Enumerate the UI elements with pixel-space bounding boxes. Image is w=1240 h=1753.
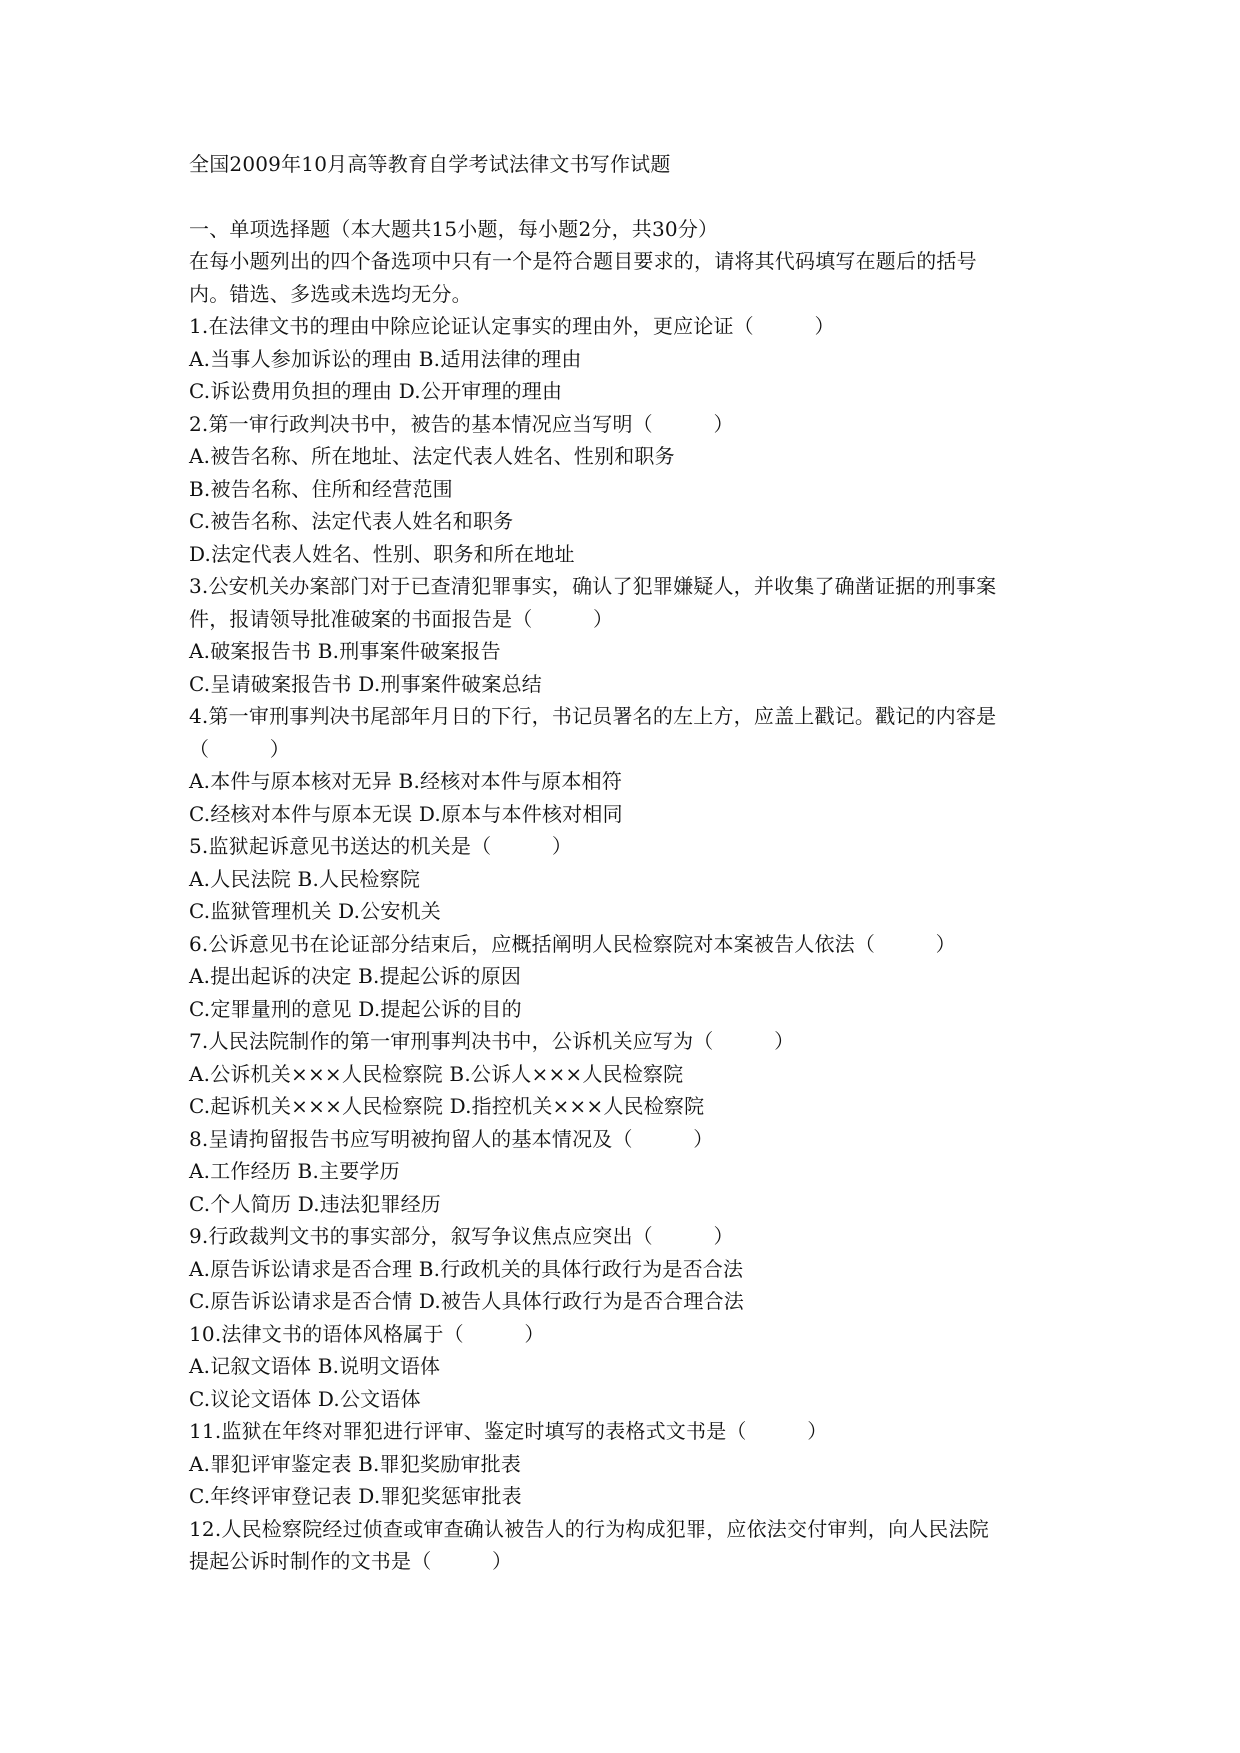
question-3-options-cd: C.呈请破案报告书 D.刑事案件破案总结 (189, 671, 542, 696)
section-heading: 一、单项选择题（本大题共15小题，每小题2分，共30分） (189, 216, 719, 241)
question-7: 7.人民法院制作的第一审刑事判决书中，公诉机关应写为（ ） (189, 1029, 795, 1053)
question-9-options-cd: C.原告诉讼请求是否合情 D.被告人具体行政行为是否合理合法 (189, 1289, 744, 1313)
question-11: 11.监狱在年终对罪犯进行评审、鉴定时填写的表格式文书是（ ） (189, 1419, 828, 1443)
question-12-line-2: 提起公诉时制作的文书是（ ） (189, 1549, 513, 1573)
question-5: 5.监狱起诉意见书送达的机关是（ ） (189, 834, 573, 858)
question-6-options-ab: A.提出起诉的决定 B.提起公诉的原因 (189, 964, 522, 988)
question-12-line-1: 12.人民检察院经过侦查或审查确认被告人的行为构成犯罪，应依法交付审判，向人民法院 (189, 1516, 990, 1541)
section-instruction-line-2: 内。错选、多选或未选均无分。 (189, 281, 472, 306)
question-4-line-2: （ ） (189, 736, 290, 761)
question-1: 1.在法律文书的理由中除应论证认定事实的理由外，更应论证（ ） (189, 314, 835, 338)
question-10-options-ab: A.记叙文语体 B.说明文语体 (189, 1354, 441, 1378)
question-8-options-cd: C.个人简历 D.违法犯罪经历 (189, 1191, 441, 1216)
question-3-options-ab: A.破案报告书 B.刑事案件破案报告 (189, 639, 501, 663)
exam-paper-content (189, 148, 1069, 1578)
question-9: 9.行政裁判文书的事实部分，叙写争议焦点应突出（ ） (189, 1224, 734, 1248)
question-3-line-1: 3.公安机关办案部门对于已查清犯罪事实，确认了犯罪嫌疑人，并收集了确凿证据的刑事案 (189, 574, 997, 598)
question-2-option-c: C.被告名称、法定代表人姓名和职务 (189, 509, 514, 533)
question-11-options-cd: C.年终评审登记表 D.罪犯奖惩审批表 (189, 1484, 522, 1508)
question-10-options-cd: C.议论文语体 D.公文语体 (189, 1386, 421, 1411)
question-1-options-ab: A.当事人参加诉讼的理由 B.适用法律的理由 (189, 346, 582, 371)
question-4-options-cd: C.经核对本件与原本无误 D.原本与本件核对相同 (189, 801, 623, 826)
question-2-option-b: B.被告名称、住所和经营范围 (189, 476, 453, 501)
question-4-line-1: 4.第一审刑事判决书尾部年月日的下行，书记员署名的左上方，应盖上戳记。戳记的内容是 (189, 704, 997, 728)
question-8: 8.呈请拘留报告书应写明被拘留人的基本情况及（ ） (189, 1126, 714, 1151)
question-3-line-2: 件，报请领导批准破案的书面报告是（ ） (189, 606, 614, 631)
question-5-options-ab: A.人民法院 B.人民检察院 (189, 866, 421, 891)
question-6-options-cd: C.定罪量刑的意见 D.提起公诉的目的 (189, 996, 522, 1021)
exam-title: 全国2009年10月高等教育自学考试法律文书写作试题 (189, 152, 671, 176)
section-instruction-line-1: 在每小题列出的四个备选项中只有一个是符合题目要求的，请将其代码填写在题后的括号 (189, 249, 977, 273)
question-7-options-ab: A.公诉机关×××人民检察院 B.公诉人×××人民检察院 (189, 1061, 684, 1086)
question-1-options-cd: C.诉讼费用负担的理由 D.公开审理的理由 (189, 379, 563, 403)
question-2-option-a: A.被告名称、所在地址、法定代表人姓名、性别和职务 (189, 444, 675, 468)
question-4-options-ab: A.本件与原本核对无异 B.经核对本件与原本相符 (189, 769, 623, 793)
question-9-options-ab: A.原告诉讼请求是否合理 B.行政机关的具体行政行为是否合法 (189, 1256, 744, 1281)
question-list (189, 310, 1069, 1578)
question-5-options-cd: C.监狱管理机关 D.公安机关 (189, 899, 441, 923)
question-10: 10.法律文书的语体风格属于（ ） (189, 1321, 545, 1346)
question-2-option-d: D.法定代表人姓名、性别、职务和所在地址 (189, 541, 575, 566)
question-6: 6.公诉意见书在论证部分结束后，应概括阐明人民检察院对本案被告人依法（ ） (189, 931, 956, 956)
question-7-options-cd: C.起诉机关×××人民检察院 D.指控机关×××人民检察院 (189, 1094, 705, 1118)
question-8-options-ab: A.工作经历 B.主要学历 (189, 1159, 400, 1183)
question-11-options-ab: A.罪犯评审鉴定表 B.罪犯奖励审批表 (189, 1451, 522, 1476)
question-2: 2.第一审行政判决书中，被告的基本情况应当写明（ ） (189, 411, 734, 436)
